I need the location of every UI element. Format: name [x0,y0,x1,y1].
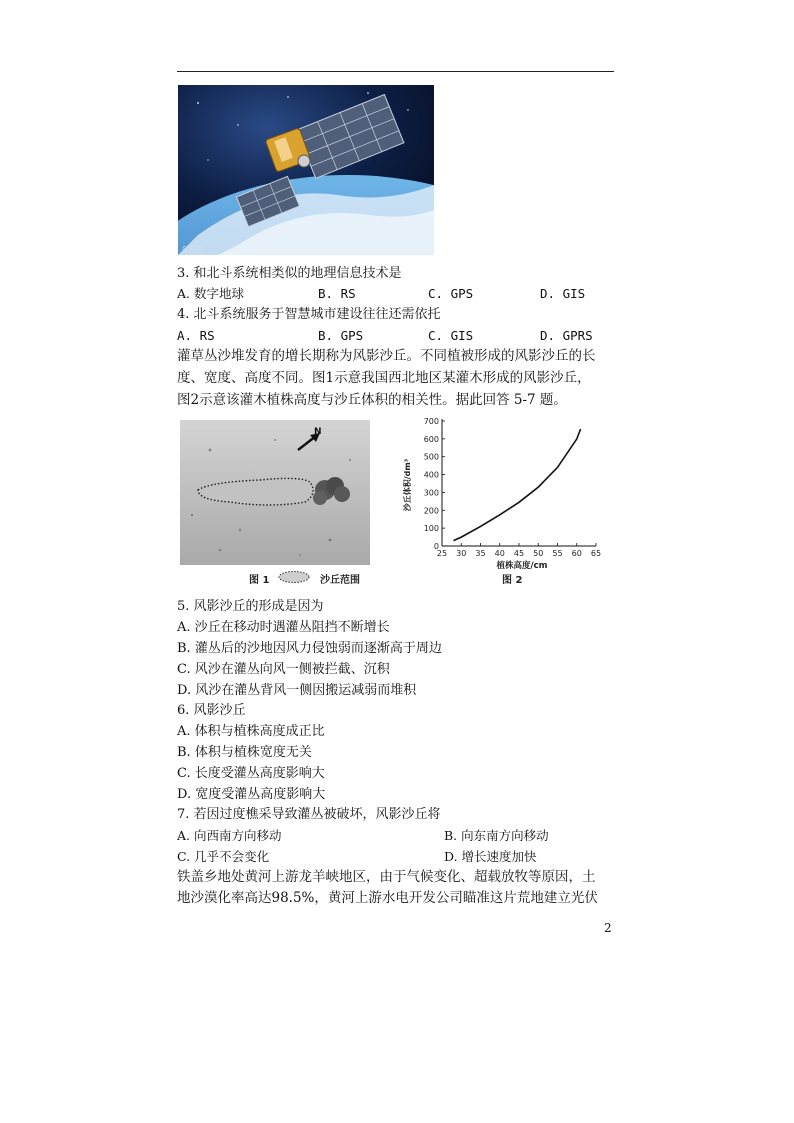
intro-line-1: 灌草丛沙堆发育的增长期称为风影沙丘。不同植被形成的风影沙丘的长 [177,348,596,364]
question-3-stem: 3. 和北斗系统相类似的地理信息技术是 [177,266,402,281]
q7-option-d: D. 增长速度加快 [444,849,537,864]
x-axis-label: 植株高度/cm [496,561,548,571]
closing-line-1: 铁盖乡地处黄河上游龙羊峡地区，由于气候变化、超载放牧等原因，土 [177,869,596,885]
q7-option-c: C. 几乎不会变化 [177,849,270,864]
y-tick-label: 500 [423,452,439,462]
question-5-stem: 5. 风影沙丘的形成是因为 [177,599,324,614]
q7-option-b: B. 向东南方向移动 [444,828,549,843]
x-tick-label: 60 [571,549,582,558]
figure-1-caption: 图 1 [249,575,270,586]
figure-2-caption: 图 2 [502,575,523,586]
y-tick-label: 700 [423,417,439,426]
legend-dune-icon [277,570,311,584]
q6-option-b: B. 体积与植株宽度无关 [177,745,312,760]
legend-dune-label: 沙丘范围 [320,575,360,586]
question-4-stem: 4. 北斗系统服务于智慧城市建设往往还需依托 [177,307,441,322]
x-tick-label: 45 [513,549,525,558]
watermark: © 东方IC [182,246,204,252]
x-tick-label: 35 [475,549,486,558]
q5-option-d: D. 风沙在灌丛背风一侧因搬运减弱而堆积 [177,683,417,698]
q3-option-c: C. GPS [428,286,474,301]
x-tick-label: 50 [533,549,544,558]
q3-option-a: A. 数字地球 [177,286,244,301]
q5-option-c: C. 风沙在灌丛向风一侧被拦截、沉积 [177,662,390,677]
q4-option-d: D. GPRS [540,328,593,343]
x-tick-label: 30 [456,549,467,558]
y-tick-label: 0 [433,542,439,551]
page-number: 2 [604,921,612,935]
intro-line-3: 图2示意该灌木植株高度与沙丘体积的相关性。据此回答 5-7 题。 [177,392,567,408]
figure-1-photo [180,420,370,565]
y-axis-label: 沙丘体积/dm³ [403,458,412,512]
satellite-photo [178,85,434,255]
y-tick-label: 100 [423,524,439,534]
x-tick-label: 65 [590,549,602,558]
q4-option-b: B. GPS [318,328,364,343]
header-rule [177,71,614,72]
y-tick-label: 400 [423,470,439,480]
q4-option-a: A. RS [177,328,215,343]
intro-line-2: 度、宽度、高度不同。图1示意我国西北地区某灌木形成的风影沙丘， [177,370,591,386]
q6-option-d: D. 宽度受灌丛高度影响大 [177,787,326,802]
y-tick-label: 300 [423,488,439,498]
q3-option-b: B. RS [318,286,356,301]
q4-option-c: C. GIS [428,328,474,343]
series-line [454,429,581,541]
q6-option-c: C. 长度受灌丛高度影响大 [177,766,325,781]
closing-line-2: 地沙漠化率高达98.5%，黄河上游水电开发公司瞄准这片荒地建立光伏 [177,890,598,906]
y-tick-label: 200 [423,506,439,516]
north-label: N [314,427,322,437]
x-tick-label: 55 [552,549,563,558]
y-tick-label: 600 [423,434,439,444]
question-7-stem: 7. 若因过度樵采导致灌丛被破坏，风影沙丘将 [177,807,441,822]
q3-option-d: D. GIS [540,286,586,301]
x-tick-label: 25 [436,549,448,558]
q7-option-a: A. 向西南方向移动 [177,828,282,843]
q5-option-a: A. 沙丘在移动时遇灌丛阻挡不断增长 [177,620,390,635]
x-tick-label: 40 [494,549,505,558]
q6-option-a: A. 体积与植株高度成正比 [177,724,325,739]
question-6-stem: 6. 风影沙丘 [177,703,246,718]
q5-option-b: B. 灌丛后的沙地因风力侵蚀弱而逐渐高于周边 [177,641,442,656]
figure-2-chart [396,413,606,573]
